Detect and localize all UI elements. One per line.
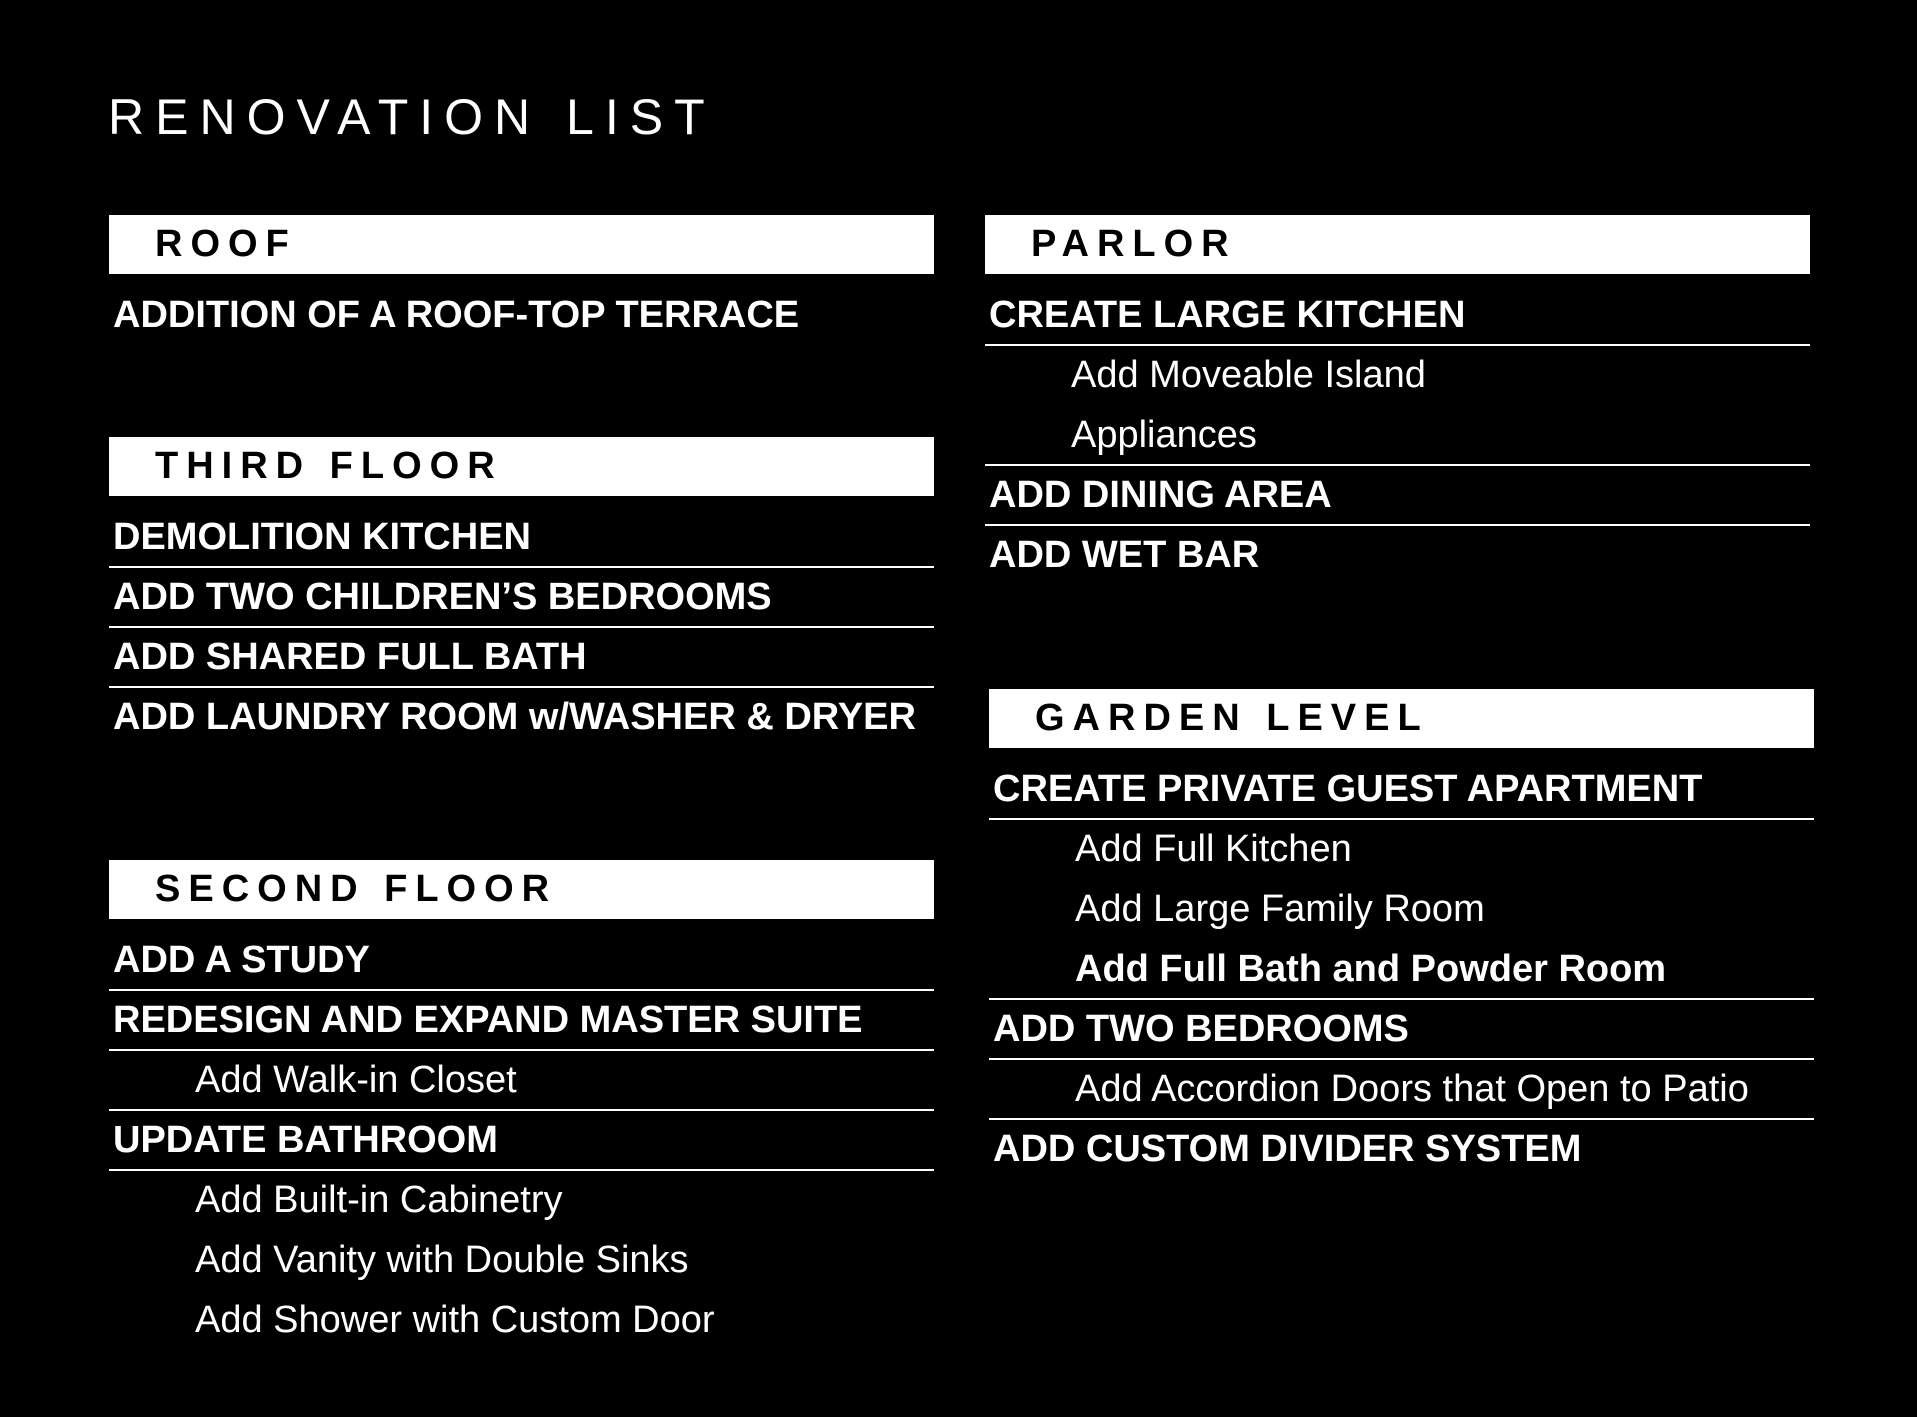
- garden-level-item-list: [989, 760, 1814, 1180]
- list-item: ADD SHARED FULL BATH: [109, 628, 934, 688]
- list-item: CREATE LARGE KITCHEN: [985, 286, 1810, 346]
- list-subitem: Add Moveable Island: [1071, 354, 1426, 396]
- second-floor-item-list: [109, 931, 934, 1351]
- roof-item-list: [109, 286, 934, 346]
- list-subitem: Add Full Kitchen: [1075, 828, 1352, 870]
- section-heading-second-floor: SECOND FLOOR: [109, 860, 934, 919]
- list-subitem: Appliances: [985, 406, 1810, 466]
- list-item: ADD DINING AREA: [985, 466, 1810, 526]
- list-subitem: Add Large Family Room: [1075, 888, 1485, 930]
- list-item: ADD A STUDY: [109, 931, 934, 991]
- section-heading-garden-level: GARDEN LEVEL: [989, 689, 1814, 748]
- list-item: ADD TWO BEDROOMS: [989, 1000, 1814, 1060]
- third-floor-item-list: [109, 508, 934, 748]
- list-item: CREATE PRIVATE GUEST APARTMENT: [989, 760, 1814, 820]
- list-subitem: Add Accordion Doors that Open to Patio: [989, 1060, 1814, 1120]
- section-roof: [109, 215, 934, 346]
- list-subitem: Add Full Bath and Powder Room: [989, 940, 1814, 1000]
- section-heading-third-floor: THIRD FLOOR: [109, 437, 934, 496]
- section-heading-parlor: PARLOR: [985, 215, 1810, 274]
- list-item: ADD TWO CHILDREN’S BEDROOMS: [109, 568, 934, 628]
- list-subitem: Add Shower with Custom Door: [195, 1299, 715, 1341]
- list-item: ADD CUSTOM DIVIDER SYSTEM: [993, 1128, 1582, 1170]
- list-item: REDESIGN AND EXPAND MASTER SUITE: [109, 991, 934, 1051]
- list-item: ADD LAUNDRY ROOM w/WASHER & DRYER: [113, 696, 916, 738]
- list-subitem: Add Built-in Cabinetry: [195, 1179, 563, 1221]
- section-garden-level: [989, 689, 1814, 1180]
- page-title: RENOVATION LIST: [108, 89, 716, 145]
- list-subitem: Add Vanity with Double Sinks: [195, 1239, 689, 1281]
- list-item: ADD WET BAR: [989, 534, 1260, 576]
- list-item: UPDATE BATHROOM: [109, 1111, 934, 1171]
- section-second-floor: [109, 860, 934, 1351]
- section-heading-roof: ROOF: [109, 215, 934, 274]
- list-item: ADDITION OF A ROOF-TOP TERRACE: [113, 294, 800, 336]
- section-third-floor: [109, 437, 934, 748]
- list-subitem: Add Walk-in Closet: [109, 1051, 934, 1111]
- section-parlor: [985, 215, 1810, 586]
- parlor-item-list: [985, 286, 1810, 586]
- list-item: DEMOLITION KITCHEN: [109, 508, 934, 568]
